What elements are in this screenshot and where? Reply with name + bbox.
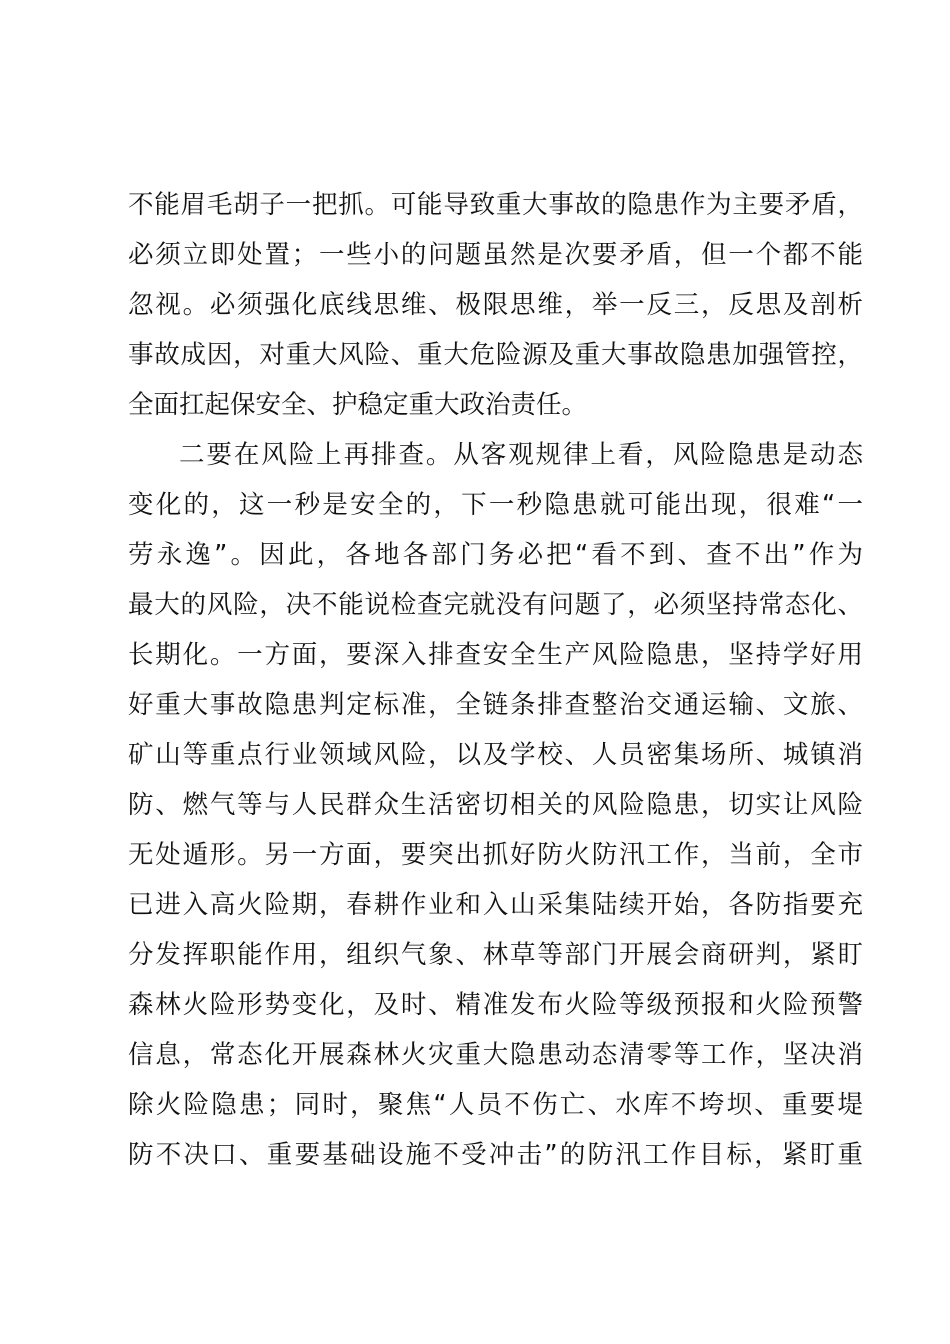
paragraph-line: 全面扛起保安全、护稳定重大政治责任。	[128, 390, 588, 420]
paragraph-line: 二要在风险上再排查。从客观规律上看，风险隐患是动态	[179, 440, 863, 470]
paragraph-line: 长期化。一方面，要深入排查安全生产风险隐患，坚持学好用	[128, 640, 863, 670]
paragraph-line: 忽视。必须强化底线思维、极限思维，举一反三，反思及剖析	[128, 290, 863, 320]
paragraph-line: 分发挥职能作用，组织气象、林草等部门开展会商研判，紧盯	[128, 940, 863, 970]
paragraph-line: 变化的，这一秒是安全的，下一秒隐患就可能出现，很难“一	[128, 490, 863, 520]
paragraph-line: 除火险隐患；同时，聚焦“人员不伤亡、水库不垮坝、重要堤	[128, 1090, 863, 1120]
paragraph-line: 防不决口、重要基础设施不受冲击”的防汛工作目标，紧盯重	[128, 1140, 863, 1170]
paragraph-line: 劳永逸”。因此，各地各部门务必把“看不到、查不出”作为	[128, 540, 863, 570]
paragraph-line: 矿山等重点行业领域风险，以及学校、人员密集场所、城镇消	[128, 740, 863, 770]
paragraph-line: 事故成因，对重大风险、重大危险源及重大事故隐患加强管控，	[128, 340, 863, 370]
paragraph-line: 最大的风险，决不能说检查完就没有问题了，必须坚持常态化、	[128, 590, 863, 620]
body-text	[128, 180, 863, 1180]
paragraph-line: 无处遁形。另一方面，要突出抓好防火防汛工作，当前，全市	[128, 840, 863, 870]
paragraph-line: 信息，常态化开展森林火灾重大隐患动态清零等工作，坚决消	[128, 1040, 863, 1070]
paragraph-line: 不能眉毛胡子一把抓。可能导致重大事故的隐患作为主要矛盾，	[128, 190, 863, 220]
paragraph-line: 必须立即处置；一些小的问题虽然是次要矛盾，但一个都不能	[128, 240, 863, 270]
paragraph-line: 防、燃气等与人民群众生活密切相关的风险隐患，切实让风险	[128, 790, 863, 820]
paragraph-line: 森林火险形势变化，及时、精准发布火险等级预报和火险预警	[128, 990, 863, 1020]
paragraph-line: 好重大事故隐患判定标准，全链条排查整治交通运输、文旅、	[128, 690, 863, 720]
paragraph-line: 已进入高火险期，春耕作业和入山采集陆续开始，各防指要充	[128, 890, 863, 920]
